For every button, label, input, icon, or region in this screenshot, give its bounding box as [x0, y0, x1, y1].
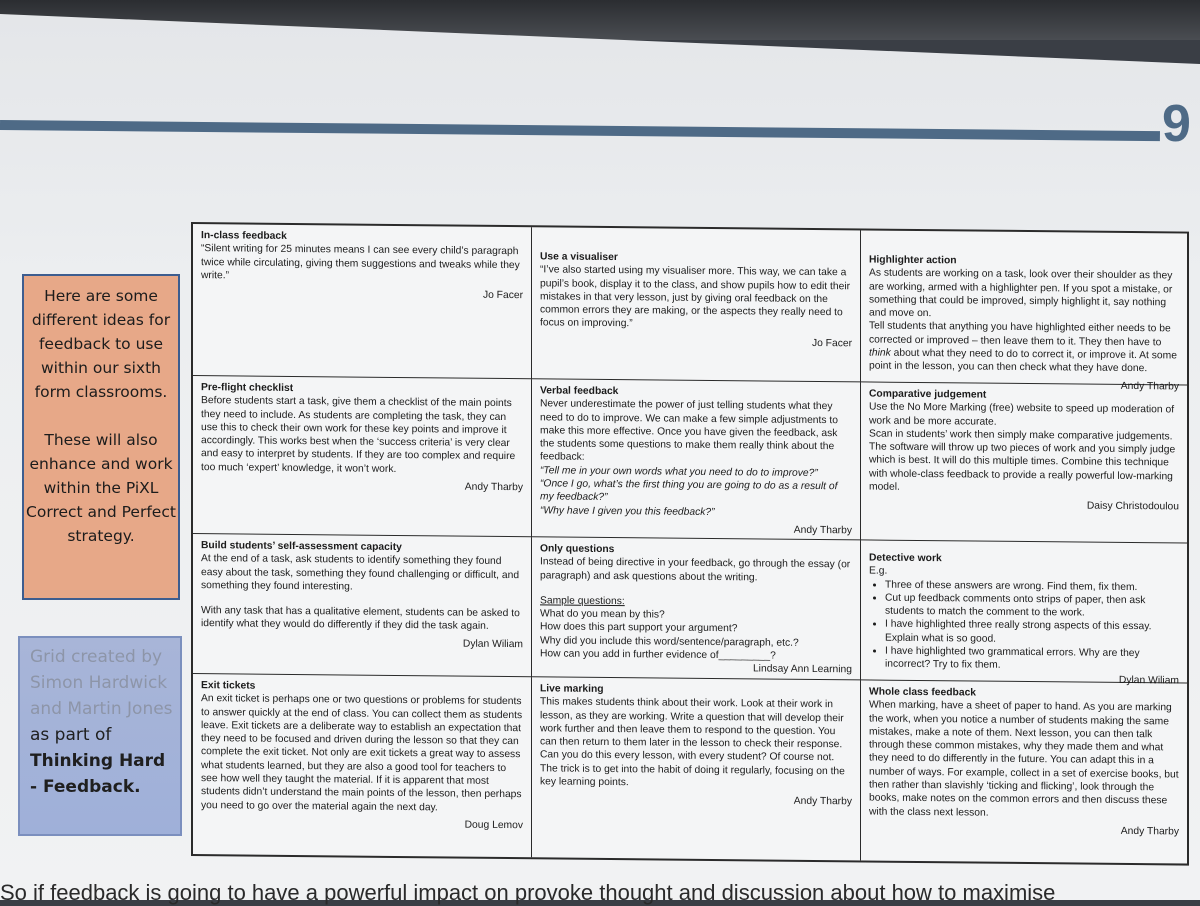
cell-body: “Silent writing for 25 minutes means I can see every child’s paragraph twice while circulating, giving them suggestions and tweaks while they write.”	[201, 243, 520, 282]
cell-body-2-emphasis: think	[869, 347, 891, 359]
cell-body: Instead of being directive in your feedback, go through the essay (or paragraph) and ask questions about the writing.	[540, 556, 851, 584]
list-item: • Three of these answers are wrong. Find them, fix them.	[885, 578, 1179, 594]
cell-intro: E.g.	[869, 565, 888, 577]
cell-body-2-a: Tell students that anything you have highlighted either needs to be corrected or improved – then leave them to it. They then have to	[869, 320, 1171, 349]
sample-question-4: How can you add in further evidence of_________?	[540, 648, 776, 662]
detective-work-list	[869, 578, 1179, 674]
cell-only-questions	[532, 537, 861, 680]
feedback-ideas-grid	[191, 222, 1189, 866]
credit-callout	[18, 636, 182, 836]
cell-body: This makes students think about their work. Look at their work in lesson, as they are working. Write a question that will develop their work further and then leave them to respond to the question. You can then return to them later in the lesson to check their response. Can you do this every lesson, with every student? Of course not. The trick is to get into the habit of doing it regularly, focusing on the key learning points.	[540, 696, 845, 789]
cell-author: Jo Facer	[811, 337, 852, 350]
cell-title: Live marking	[540, 683, 604, 695]
intro-callout	[22, 274, 180, 600]
list-item: • Cut up feedback comments onto strips of paper, then ask students to match the comment to the work.	[885, 592, 1179, 621]
cell-author: Lindsay Ann Learning	[752, 663, 852, 676]
cell-author: Dylan Wiliam	[1118, 674, 1179, 687]
credit-series: Thinking Hard - Feedback.	[30, 751, 166, 797]
cell-question-2: “Once I go, what’s the first thing you are going to do as a result of my feedback?”	[540, 478, 838, 504]
cell-author: Jo Facer	[482, 289, 523, 302]
cell-title: Exit tickets	[201, 680, 256, 692]
cell-title: Verbal feedback	[540, 385, 619, 398]
cell-pre-flight-checklist	[193, 376, 532, 537]
cell-body: When marking, have a sheet of paper to hand. As you are marking the work, when you notice a number of students making the same mistakes, make a note of them. Next lesson, you can then talk through these common mistakes, why they made them and what they need to do differently in the future. You can adapt this in a number of ways. For example, collect in a set of exercise books, but then rather than slavishly ‘ticking and flicking’, look through the books, make notes on the common errors and then discuss these with the class next lesson.	[869, 699, 1179, 819]
cell-author: Andy Tharby	[1120, 380, 1179, 393]
credit-text-1: as part of	[30, 725, 112, 745]
cell-body-2: With any task that has a qualitative element, students can be asked to identify what they would do differently if they did the task again.	[201, 605, 520, 633]
page-number: 9	[1162, 95, 1191, 153]
cell-title: Comparative judgement	[869, 388, 987, 401]
intro-extra-text: These will also enhance and work within the PiXL Correct and Perfect strategy.	[26, 431, 176, 545]
cell-in-class-feedback	[193, 224, 532, 379]
cell-comparative-judgement	[861, 382, 1187, 543]
cell-body: At the end of a task, ask students to identify something they found easy about the task, something they found challenging or difficult, and something they found interesting.	[201, 553, 520, 593]
cell-body: Use the No More Marking (free) website to speed up moderation of work and be more accurate.	[869, 401, 1175, 428]
cell-title: Use a visualiser	[540, 251, 618, 264]
cell-author: Andy Tharby	[1120, 825, 1179, 838]
cell-exit-tickets	[193, 674, 532, 857]
cell-live-marking	[532, 677, 861, 860]
cell-title: In-class feedback	[201, 230, 287, 242]
cell-body: Never underestimate the power of just telling students what they need to do to improve. We can make a few simple adjustments to make this more effective. Once you have given the feedback, ask the students some questions to make them really think about the feedback:	[540, 398, 838, 464]
cell-author: Doug Lemov	[464, 819, 523, 832]
cell-use-a-visualiser	[532, 227, 861, 382]
cell-body: “I’ve also started using my visualiser more. This way, we can take a pupil’s book, display it to the class, and show pupils how to edit their mistakes in that very lesson, just by giving oral feedback on the common errors they are making, or the aspects they really need to focus on improving.”	[540, 264, 851, 330]
cut-off-body-text: So if feedback is going to have a powerful impact on provoke thought and discussion about how to maximise	[0, 880, 1056, 905]
cell-title: Build students’ self-assessment capacity	[201, 540, 402, 554]
cell-title: Highlighter action	[869, 254, 957, 267]
sample-questions-heading: Sample questions:	[540, 595, 625, 608]
cell-highlighter-action	[861, 230, 1187, 393]
sample-question-2: How does this part support your argument?	[540, 621, 738, 635]
cell-author: Andy Tharby	[464, 481, 523, 494]
cell-title: Pre-flight checklist	[201, 382, 294, 394]
cell-title: Detective work	[869, 552, 942, 565]
list-item: • I have highlighted three really strong aspects of this essay. Explain what is so good.	[885, 618, 1179, 647]
cell-author: Andy Tharby	[793, 524, 852, 537]
cell-author: Dylan Wiliam	[462, 638, 523, 650]
cell-title: Whole class feedback	[869, 686, 977, 699]
cell-body: Before students start a task, give them a checklist of the main points they need to include. As students are completing the task, they can use this to check their own work for these key points and improve it accordingly. This works best when the ‘success criteria’ is very clear and easy to interpret by students. If they are too complex and require too much ‘expert’ knowledge, it won’t work.	[201, 395, 516, 475]
cell-body: An exit ticket is perhaps one or two questions or problems for students to answer quickly at the end of class. You can collect them as students leave. Exit tickets are a deliberate way to establish an expectation that they need to be focused and driven during the lesson so that they can complete the exit ticket. Not only are exit tickets a great way to assess what students learned, but they are also a good tool for teachers to see how well they taught the material. If it is apparent that most students didn’t understand the main points of the lesson, then perhaps you need to go over the material again the next day.	[201, 693, 523, 814]
cell-question-1: “Tell me in your own words what you need to do to improve?”	[540, 465, 818, 479]
cell-body-2-b: about what they need to do to correct it, or improve it. At some point in the lesson, you can then check what they have done.	[869, 347, 1177, 375]
list-item: • I have highlighted two grammatical errors. Why are they incorrect? Try to fix them.	[885, 645, 1179, 674]
cell-author: Daisy Christodoulou	[1086, 500, 1179, 513]
cell-detective-work	[861, 540, 1187, 687]
cell-title: Only questions	[540, 543, 615, 556]
cell-question-3: “Why have I given you this feedback?”	[540, 505, 715, 518]
cell-body: As students are working on a task, look over their shoulder as they are working, armed with a highlighter pen. If you spot a mistake, or something that could be improved, simply highlight it, say nothing and move on.	[869, 267, 1173, 320]
intro-text: Here are some different ideas for feedback to use within our sixth form classrooms.	[31, 287, 171, 401]
cell-body-2: Scan in students’ work then simply make comparative judgements. The software will throw up two pieces of work and you simply judge which is best. It will do this multiple times. Combine this technique with whole-class feedback to provide a really powerful low-marking model.	[869, 428, 1176, 493]
cell-author: Andy Tharby	[793, 796, 852, 808]
cell-body-2	[869, 320, 1179, 376]
sample-question-3: Why did you include this word/sentence/paragraph, etc.?	[540, 635, 799, 649]
cell-self-assessment	[193, 534, 532, 677]
cell-verbal-feedback	[532, 379, 861, 540]
cell-whole-class-feedback	[861, 680, 1187, 863]
credit-authors: Grid created by Simon Hardwick and Martin Jones	[30, 647, 173, 719]
sample-question-1: What do you mean by this?	[540, 608, 665, 621]
